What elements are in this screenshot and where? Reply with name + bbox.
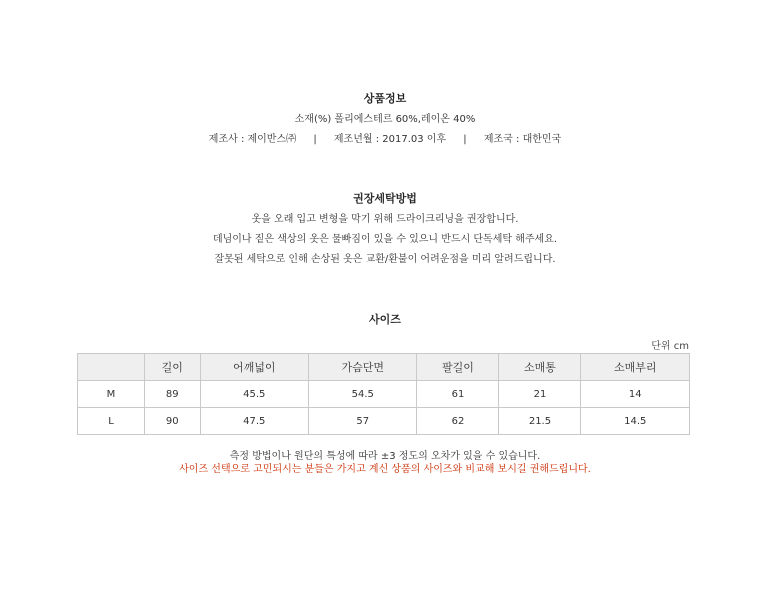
table-cell: 21.5 (499, 408, 581, 435)
size-label-cell: M (78, 381, 145, 408)
table-cell: 54.5 (308, 381, 416, 408)
table-header-cell: 어깨넓이 (200, 354, 308, 381)
table-row (78, 408, 690, 435)
washing-title: 권장세탁방법 (353, 192, 417, 205)
product-info-title: 상품정보 (363, 92, 407, 105)
table-cell: 61 (417, 381, 499, 408)
size-title: 사이즈 (369, 313, 401, 326)
washing-line: 데님이나 짙은 색상의 옷은 물빠짐이 있을 수 있으니 반드시 단독세탁 해주세요. (212, 234, 558, 245)
size-advice-note: 사이즈 선택으로 고민되시는 분들은 가지고 계신 상품의 사이즈와 비교해 보시길 권해드립니다. (179, 464, 591, 475)
manufacture-info (0, 130, 770, 145)
unit-label: 단위 cm (651, 341, 689, 352)
manufacturer-text: 제조사 : 제이반스㈜ (208, 134, 297, 145)
mfg-date-text: 제조년월 : 2017.03 이후 (333, 134, 447, 145)
washing-line: 잘못된 세탁으로 인해 손상된 옷은 교환/환불이 어려운점을 미리 알려드립니다. (214, 254, 556, 265)
table-cell: 21 (499, 381, 581, 408)
table-cell: 47.5 (200, 408, 308, 435)
table-cell: 14 (581, 381, 690, 408)
table-header-cell: 길이 (145, 354, 201, 381)
size-table (77, 353, 690, 435)
divider: | (463, 134, 467, 145)
table-cell: 57 (308, 408, 416, 435)
size-label-cell: L (78, 408, 145, 435)
table-cell: 45.5 (200, 381, 308, 408)
table-header-cell (78, 354, 145, 381)
table-cell: 14.5 (581, 408, 690, 435)
table-row (78, 381, 690, 408)
table-header-row (78, 354, 690, 381)
table-cell: 89 (145, 381, 201, 408)
table-header-cell: 소매부리 (581, 354, 690, 381)
washing-line: 옷을 오래 입고 변형을 막기 위해 드라이크리닝을 권장합니다. (251, 214, 519, 225)
country-text: 제조국 : 대한민국 (483, 134, 562, 145)
table-header-cell: 소매통 (499, 354, 581, 381)
table-cell: 62 (417, 408, 499, 435)
table-cell: 90 (145, 408, 201, 435)
material-text: 소재(%) 폴리에스테르 60%,레이온 40% (294, 114, 476, 125)
table-header-cell: 팔길이 (417, 354, 499, 381)
table-header-cell: 가슴단면 (308, 354, 416, 381)
divider: | (313, 134, 317, 145)
measurement-note: 측정 방법이나 원단의 특성에 따라 ±3 정도의 오차가 있을 수 있습니다. (229, 451, 541, 462)
